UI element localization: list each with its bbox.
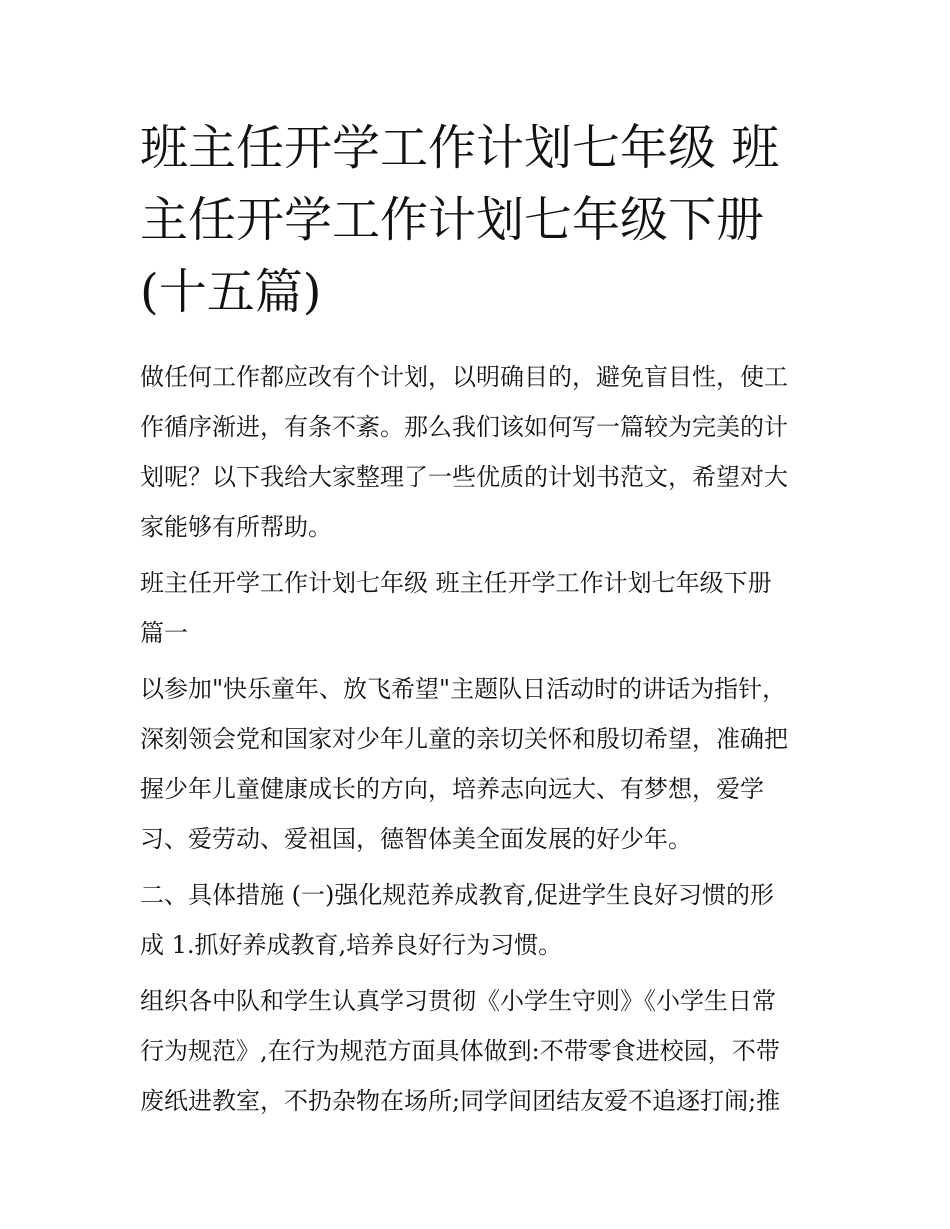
document-title (140, 112, 820, 328)
text-line: 二、具体措施 (一)强化规范养成教育,促进学生良好习惯的形 (140, 881, 774, 909)
intro-paragraph (140, 352, 830, 552)
text-line: 组织各中队和学生认真学习贯彻《小学生守则》《小学生日常 (140, 987, 776, 1015)
title-line: (十五篇) (140, 264, 322, 320)
text-line: 成 1.抓好养成教育,培养良好行为习惯。 (140, 931, 563, 959)
text-line: 习、爱劳动、爱祖国，德智体美全面发展的好少年。 (140, 825, 692, 853)
title-line: 班主任开学工作计划七年级 班 (140, 120, 780, 176)
text-line: 班主任开学工作计划七年级 班主任开学工作计划七年级下册 (140, 569, 772, 597)
section-heading (140, 558, 830, 658)
title-line: 主任开学工作计划七年级下册 (140, 192, 765, 248)
body-paragraph (140, 664, 830, 864)
text-line: 篇一 (140, 619, 188, 647)
document-body (140, 352, 830, 1132)
measures-paragraph (140, 870, 830, 970)
text-line: 深刻领会党和国家对少年儿童的亲切关怀和殷切希望，准确把 (140, 725, 788, 753)
text-line: 作循序渐进，有条不紊。那么我们该如何写一篇较为完美的计 (140, 413, 788, 441)
text-line: 行为规范》,在行为规范方面具体做到:不带零食进校园，不带 (140, 1037, 780, 1065)
body-paragraph (140, 976, 830, 1126)
text-line: 家能够有所帮助。 (140, 513, 332, 541)
text-line: 划呢？以下我给大家整理了一些优质的计划书范文，希望对大 (140, 463, 788, 491)
text-line: 以参加"快乐童年、放飞希望"主题队日活动时的讲话为指针， (140, 675, 787, 703)
text-line: 做任何工作都应改有个计划，以明确目的，避免盲目性，使工 (140, 363, 788, 391)
text-line: 废纸进教室，不扔杂物在场所;同学间团结友爱不追逐打闹;推 (140, 1087, 781, 1115)
text-line: 握少年儿童健康成长的方向，培养志向远大、有梦想，爱学 (140, 775, 764, 803)
